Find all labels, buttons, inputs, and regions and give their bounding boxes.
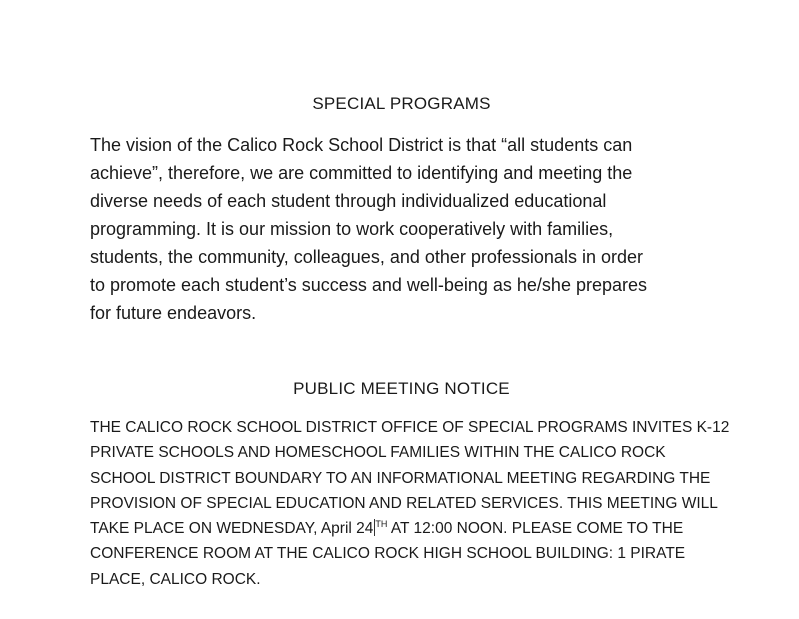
ordinal-superscript: TH [375, 519, 388, 530]
notice-date-text: TAKE PLACE ON WEDNESDAY, April 24 [90, 520, 374, 538]
paragraph-line: diverse needs of each student through individualized educational [90, 191, 607, 211]
meeting-notice-paragraph[interactable] [90, 415, 750, 592]
paragraph-line: The vision of the Calico Rock School District is that “all students can [90, 135, 633, 155]
section-heading-public-meeting-notice: PUBLIC MEETING NOTICE [293, 379, 510, 398]
section-heading-special-programs: SPECIAL PROGRAMS [312, 94, 491, 113]
notice-line-date [90, 516, 750, 541]
paragraph-line: to promote each student’s success and well-being as he/she prepares [90, 275, 647, 295]
paragraph-line: for future endeavors. [90, 303, 257, 323]
notice-line: THE CALICO ROCK SCHOOL DISTRICT OFFICE OF SPECIAL PROGRAMS INVITES K-12 [90, 419, 730, 436]
notice-time-text: AT 12:00 NOON. PLEASE COME TO THE [387, 520, 684, 538]
notice-line: PRIVATE SCHOOLS AND HOMESCHOOL FAMILIES WITHIN THE CALICO ROCK [90, 444, 666, 462]
paragraph-line: achieve”, therefore, we are committed to identifying and meeting the [90, 163, 633, 183]
notice-line: PROVISION OF SPECIAL EDUCATION AND RELATED SERVICES. THIS MEETING WILL [90, 494, 718, 512]
paragraph-line: programming. It is our mission to work cooperatively with families, [90, 219, 614, 239]
paragraph-line: students, the community, colleagues, and other professionals in order [90, 247, 643, 267]
notice-line: PLACE, CALICO ROCK. [90, 570, 261, 588]
notice-line: CONFERENCE ROOM AT THE CALICO ROCK HIGH SCHOOL BUILDING: 1 PIRATE [90, 545, 686, 563]
vision-paragraph [90, 131, 730, 327]
notice-line: SCHOOL DISTRICT BOUNDARY TO AN INFORMATIONAL MEETING REGARDING THE [90, 469, 711, 487]
